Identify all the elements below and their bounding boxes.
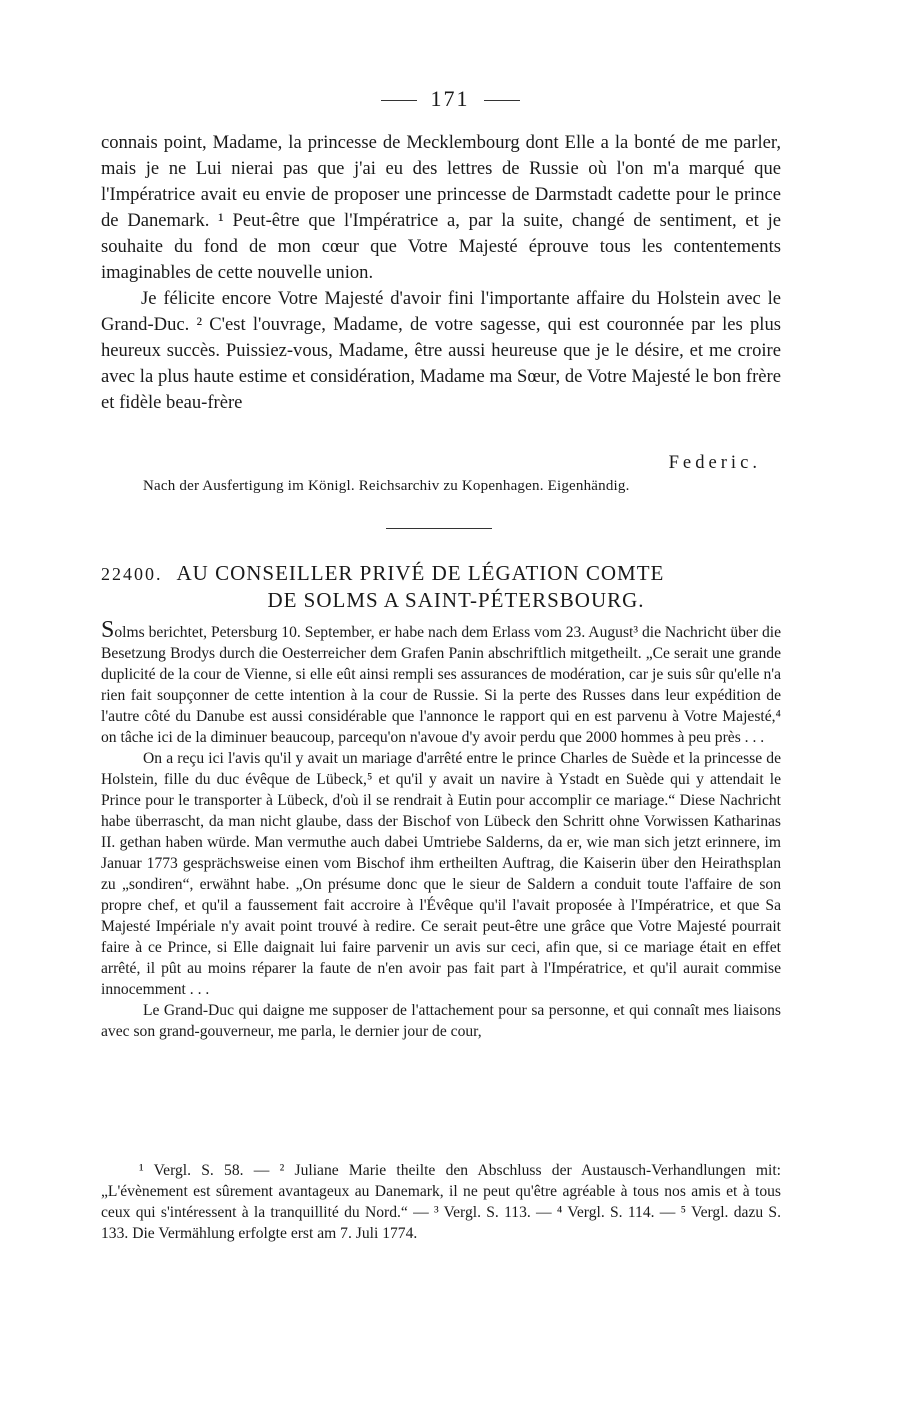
page-header [0, 86, 900, 112]
section-title [101, 560, 781, 613]
header-rule-right [484, 100, 520, 101]
section-body [101, 617, 781, 1042]
source-note: Nach der Ausfertigung im Königl. Reichsarchiv zu Kopenhagen. Eigenhändig. [143, 478, 630, 494]
page-number: 171 [430, 86, 470, 111]
section-paragraph: Le Grand-Duc qui daigne me supposer de l'attachement pour sa personne, et qui connaît mes liaisons avec son grand-gouverneur, me parla, le dernier jour de cour, [101, 1002, 781, 1040]
section-title-line1: AU CONSEILLER PRIVÉ DE LÉGATION COMTE [176, 561, 665, 585]
letter-paragraph: connais point, Madame, la princesse de Mecklembourg dont Elle a la bonté de me parler, mais je ne Lui nierai pas que j'ai eu des lettres de Russie où l'on m'a marqué que l'Impératrice avait eu envie de proposer une princesse de Darmstadt cadette pour le prince de Danemark. ¹ Peut-être que l'Impératrice a, par la suite, changé de sentiment, et je souhaite du fond de mon cœur que Votre Majesté éprouve tous les contentements imaginables de cette nouvelle union. [101, 132, 781, 283]
section-title-line2: DE SOLMS A SAINT-PÉTERSBOURG. [267, 588, 645, 612]
letter-end-text [101, 130, 781, 416]
signature: Federic. [668, 452, 761, 473]
section-paragraph-text: olms berichtet, Petersburg 10. September, er habe nach dem Erlass vom 23. August³ die Nachricht über die Besetzung Brodys durch die Oesterreicher dem Grafen Panin abschriftlich mitgetheilt. „Ce serait une grande duplicité de la cour de Vienne, si elle eût ainsi rempli ses assurances de modération, car je suis sûr qu'elle n'a rien fait soupçonner de cette intention à la cour de Russie. Si la perte des Russes dans leur expédition de l'autre côté du Danube est aussi considérable que l'annonce le rapport qui en est parvenu à Votre Majesté,⁴ on tâche ici de la diminuer beaucoup, parcequ'on n'avoue d'y avoir perdu que 2000 hommes à peu près . . . [101, 624, 781, 746]
footnotes: ¹ Vergl. S. 58. — ² Juliane Marie theilte den Abschluss der Austausch-Verhandlungen mit: „L'évènement est sûrement avantageux au Danemark, il ne peut qu'être agréable à tous nos amis et à tous ceux qui s'intéressent à la tranquillité du Nord.“ — ³ Vergl. S. 113. — ⁴ Vergl. S. 114. — ⁵ Vergl. dazu S. 133. Die Vermählung erfolgte erst am 7. Juli 1774. [101, 1162, 781, 1242]
section-number: 22400. [101, 564, 163, 584]
section-paragraph [101, 617, 781, 748]
section-divider [386, 528, 492, 529]
letter-paragraph: Je félicite encore Votre Majesté d'avoir fini l'importante affaire du Holstein avec le Grand-Duc. ² C'est l'ouvrage, Madame, de votre sagesse, qui est couronnée par les plus heureux succès. Puissiez-vous, Madame, être aussi heureuse que je le désire, et me croire avec la plus haute estime et considération, Madame ma Sœur, de Votre Majesté le bon frère et fidèle beau-frère [101, 288, 781, 413]
section-paragraph: On a reçu ici l'avis qu'il y avait un mariage d'arrêté entre le prince Charles de Suède et la princesse de Holstein, fille du duc évêque de Lübeck,⁵ et qu'il y avait un navire à Ystadt en Suède qui y attendait le Prince pour le transporter à Lübeck, d'où il se rendrait à Eutin pour accomplir ce mariage.“ Diese Nachricht habe überrascht, da man nicht glaube, dass der Bischof von Lübeck den Schritt ohne Vorwissen Katharinas II. gethan haben würde. Man vermuthe auch dabei Umtriebe Salderns, da er, wie man sich jetzt erinnere, im Januar 1773 gesprächsweise einen vom Bischof ihm ertheilten Auftrag, die Kaiserin über den Heirathsplan zu „sondiren“, erwähnt habe. „On présume donc que le sieur de Saldern a conduit toute l'affaire de son propre chef, et qu'il a faussement fait accroire à l'Évêque qu'il l'avait proposée à l'Impératrice, et que Sa Majesté Impériale n'y avait point trouvé à redire. Ce serait peut-être une grâce que Votre Majesté pourrait faire à ce Prince, si Elle daignait lui faire parvenir un avis sur ceci, afin que, si ce mariage était en effet arrêté, il pût au moins réparer la faute de n'en avoir pas fait part à l'Impératrice, et qu'il aurait commise innocemment . . . [101, 750, 781, 998]
signature-row [101, 452, 761, 478]
drop-cap: S [101, 617, 115, 643]
header-rule-left [381, 100, 417, 101]
